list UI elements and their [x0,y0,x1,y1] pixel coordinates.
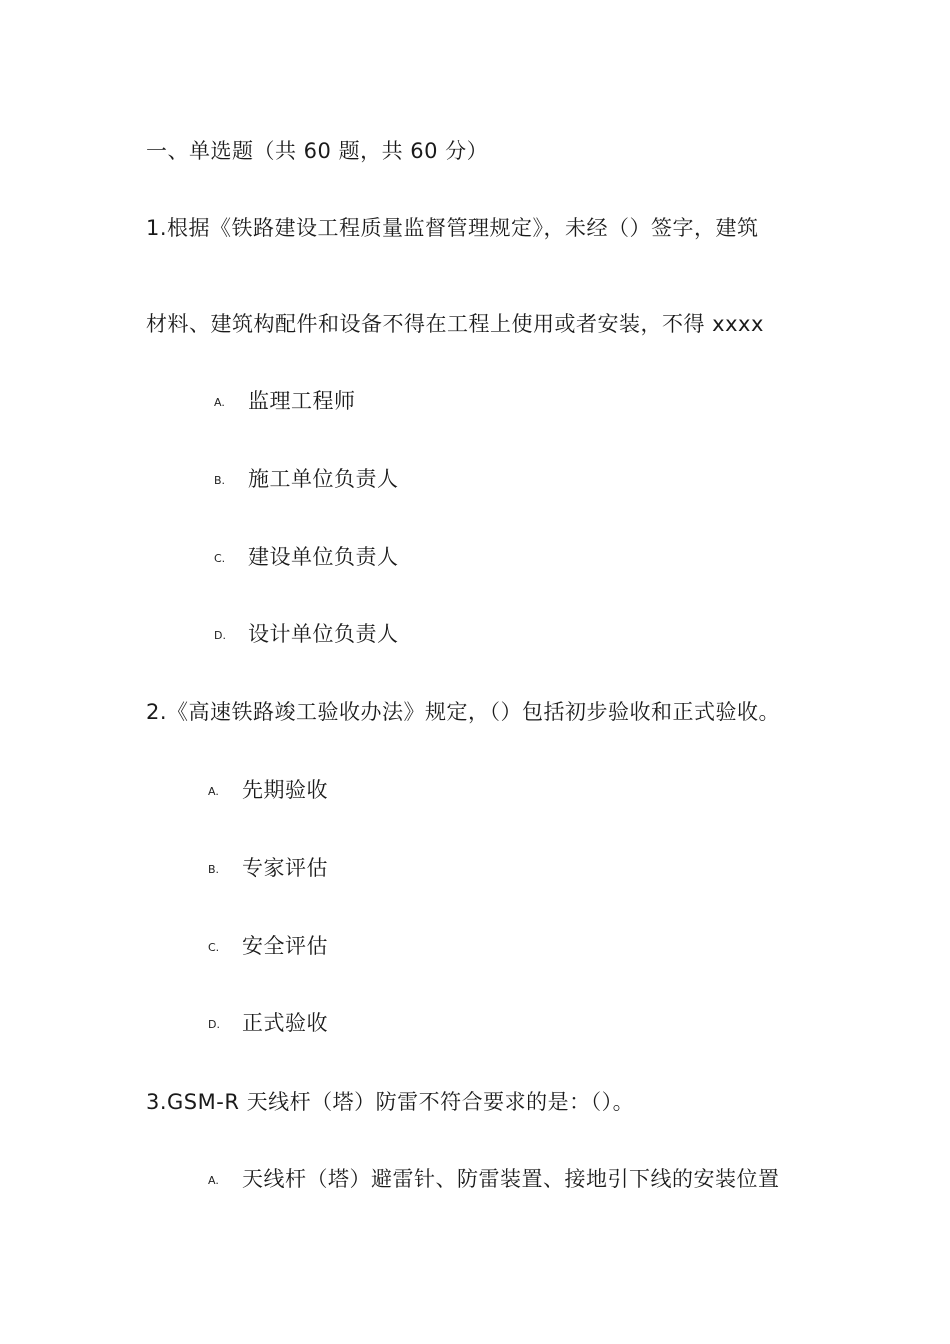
option-letter: B. [208,863,220,876]
option-letter: A. [208,785,219,798]
option-text: 监理工程师 [248,389,356,413]
option-text: 天线杆（塔）避雷针、防雷装置、接地引下线的安装位置 [242,1167,780,1191]
option-text: 先期验收 [242,778,328,802]
option-letter: D. [208,1018,220,1031]
option-text: 正式验收 [242,1011,328,1035]
question-1-stem-line-2: 材料、建筑构配件和设备不得在工程上使用或者安装，不得 xxxx [146,312,764,336]
option-letter: D. [214,629,226,642]
question-1-stem-line-1: 1.根据《铁路建设工程质量监督管理规定》，未经（）签字，建筑 [146,216,759,240]
option-letter: C. [214,552,226,565]
question-3-stem-line-1: 3.GSM-R 天线杆（塔）防雷不符合要求的是：（）。 [146,1090,635,1114]
option-text: 安全评估 [242,934,328,958]
option-text: 设计单位负责人 [248,622,399,646]
option-letter: A. [208,1174,219,1187]
option-text: 建设单位负责人 [248,545,399,569]
option-letter: B. [214,474,226,487]
option-text: 专家评估 [242,856,328,880]
option-letter: A. [214,396,225,409]
option-letter: C. [208,941,220,954]
section-heading: 一、单选题（共 60 题，共 60 分） [146,139,489,163]
option-text: 施工单位负责人 [248,467,399,491]
question-2-stem-line-1: 2.《高速铁路竣工验收办法》规定，（）包括初步验收和正式验收。 [146,700,781,724]
